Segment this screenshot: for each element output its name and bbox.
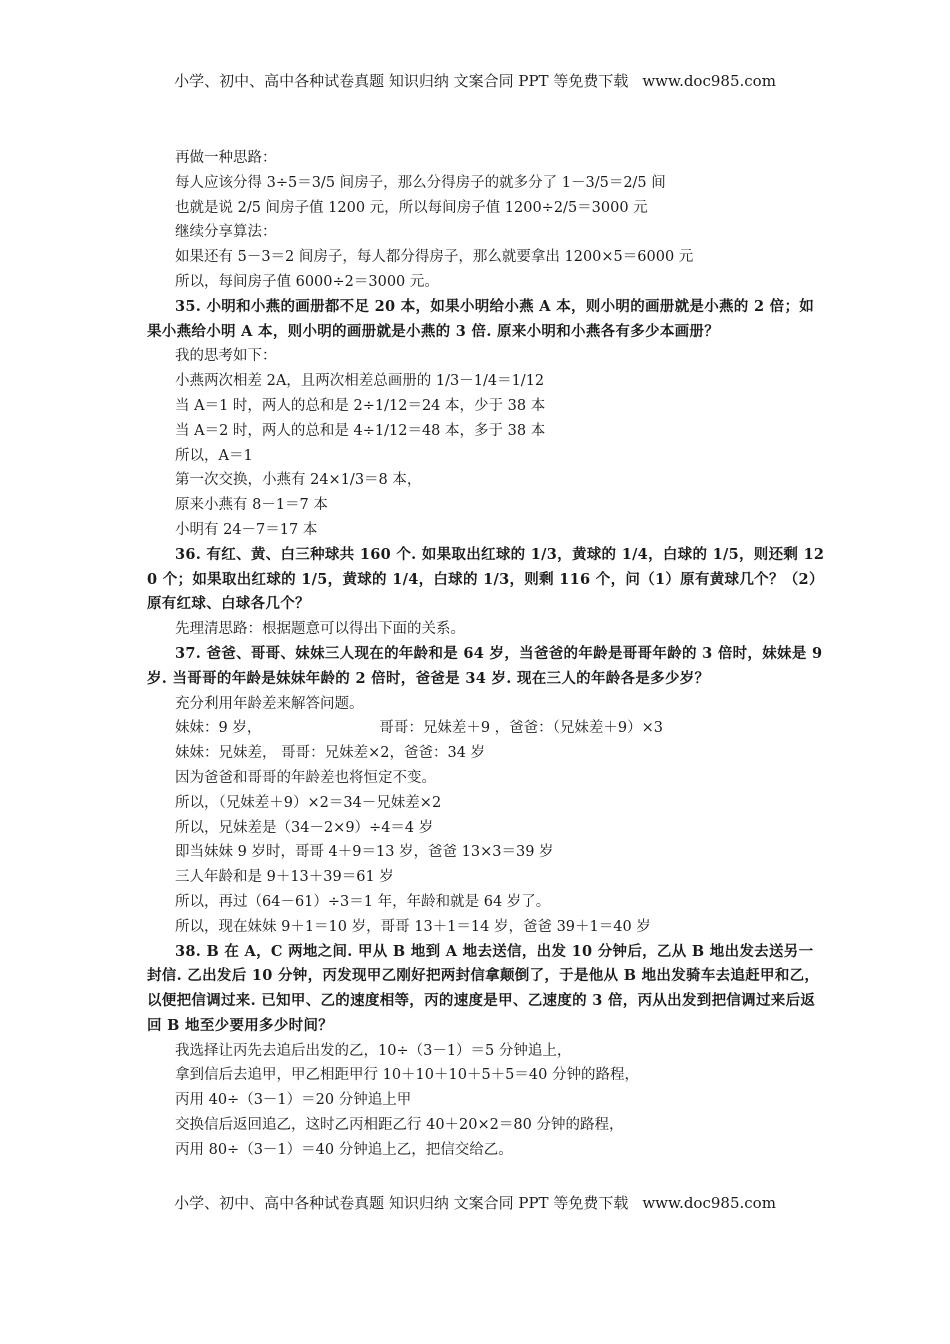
solution-line: 所以，每间房子值 6000÷2＝3000 元。 <box>175 273 439 290</box>
solution-line: 每人应该分得 3÷5＝3/5 间房子，那么分得房子的就多分了 1－3/5＝2/5 间 <box>175 174 666 191</box>
solution-line: 交换信后返回追乙，这时乙丙相距乙行 40＋20×2＝80 分钟的路程， <box>175 1117 624 1134</box>
solution-line: 先理清思路：根据题意可以得出下面的关系。 <box>175 621 465 638</box>
page-footer <box>0 1192 950 1213</box>
solution-line: 丙用 40÷（3－1）＝20 分钟追上甲 <box>175 1092 412 1109</box>
solution-line: 所以，（兄妹差＋9）×2＝34－兄妹差×2 <box>175 794 442 811</box>
solution-line: 丙用 80÷（3－1）＝40 分钟追上乙，把信交给乙。 <box>175 1141 513 1158</box>
header-text: 小学、初中、高中各种试卷真题 知识归纳 文案合同 PPT 等免费下载 <box>174 72 629 90</box>
solution-line: 所以，A＝1 <box>175 447 253 464</box>
page-header <box>0 70 950 91</box>
solution-line: 如果还有 5－3＝2 间房子，每人都分得房子，那么就要拿出 1200×5＝6000 元 <box>175 249 694 266</box>
header-site-link[interactable]: www.doc985.com <box>642 72 776 90</box>
solution-line: 当 A＝2 时，两人的总和是 4÷1/12＝48 本，多于 38 本 <box>175 422 546 439</box>
solution-line: 三人年龄和是 9＋13＋39＝61 岁 <box>175 869 394 886</box>
solution-line: 妹妹：兄妹差， 哥哥：兄妹差×2，爸爸：34 岁 <box>175 745 486 762</box>
question-paragraph: 37. 爸爸、哥哥、妹妹三人现在的年龄和是 64 岁，当爸爸的年龄是哥哥年龄的 3 倍时，妹妹是 9 岁. 当哥哥的年龄是妹妹年龄的 2 倍时，爸爸是 34 岁. 现在三人的年龄各是多少岁？ <box>147 644 823 687</box>
solution-line: 小明有 24－7＝17 本 <box>175 521 318 538</box>
solution-line: 因为爸爸和哥哥的年龄差也将恒定不变。 <box>175 769 436 786</box>
question-paragraph: 38. B 在 A，C 两地之间. 甲从 B 地到 A 地去送信，出发 10 分钟后，乙从 B 地出发去送另一封信. 乙出发后 10 分钟，丙发现甲乙刚好把两封信拿颠倒了，于是他从 B 地出发骑车去追赶甲和乙，以便把信调过来. 已知甲、乙的速度相等，丙的速度是甲、乙速度的 3 倍，丙从出发到把信调过来后返回 B 地至少要用多少时间？ <box>147 942 820 1034</box>
question-paragraph: 36. 有红、黄、白三种球共 160 个. 如果取出红球的 1/3，黄球的 1/4，白球的 1/5，则还剩 120 个；如果取出红球的 1/5，黄球的 1/4，白球的 1/3，则剩 116 个，问（1）原有黄球几个？（2）原有红球、白球各几个？ <box>147 545 825 613</box>
solution-line: 充分利用年龄差来解答问题。 <box>175 695 364 712</box>
solution-line: 第一次交换，小燕有 24×1/3＝8 本， <box>175 472 422 489</box>
solution-line: 我选择让丙先去追后出发的乙，10÷（3－1）＝5 分钟追上， <box>175 1042 572 1059</box>
solution-line: 继续分享算法： <box>175 224 277 241</box>
solution-line: 当 A＝1 时，两人的总和是 2÷1/12＝24 本，少于 38 本 <box>175 397 546 414</box>
solution-line: 拿到信后去追甲，甲乙相距甲行 10＋10＋10＋5＋5＝40 分钟的路程， <box>175 1067 639 1084</box>
document-body <box>147 146 827 1163</box>
solution-line: 原来小燕有 8－1＝7 本 <box>175 497 328 514</box>
solution-line <box>147 716 827 741</box>
footer-site-link[interactable]: www.doc985.com <box>642 1194 776 1212</box>
solution-line: 即当妹妹 9 岁时，哥哥 4＋9＝13 岁，爸爸 13×3＝39 岁 <box>175 844 554 861</box>
solution-line: 所以，兄妹差是（34－2×9）÷4＝4 岁 <box>175 819 434 836</box>
question-paragraph: 35. 小明和小燕的画册都不足 20 本，如果小明给小燕 A 本，则小明的画册就是小燕的 2 倍；如果小燕给小明 A 本，则小明的画册就是小燕的 3 倍. 原来小明和小燕各有多少本画册？ <box>147 297 815 340</box>
solution-line: 小燕两次相差 2A，且两次相差总画册的 1/3－1/4＝1/12 <box>175 373 545 390</box>
solution-line: 所以，现在妹妹 9＋1＝10 岁，哥哥 13＋1＝14 岁，爸爸 39＋1＝40 岁 <box>175 918 651 935</box>
solution-line: 也就是说 2/5 间房子值 1200 元，所以每间房子值 1200÷2/5＝3000 元 <box>175 199 648 216</box>
solution-line-left: 妹妹：9 岁， <box>175 720 262 737</box>
footer-text: 小学、初中、高中各种试卷真题 知识归纳 文案合同 PPT 等免费下载 <box>174 1194 629 1212</box>
solution-line: 所以，再过（64－61）÷3＝1 年，年龄和就是 64 岁了。 <box>175 893 551 910</box>
solution-line: 我的思考如下： <box>175 348 277 365</box>
solution-line-right: 哥哥：兄妹差＋9 ，爸爸：（兄妹差＋9）×3 <box>379 720 664 737</box>
solution-line: 再做一种思路： <box>175 150 277 166</box>
